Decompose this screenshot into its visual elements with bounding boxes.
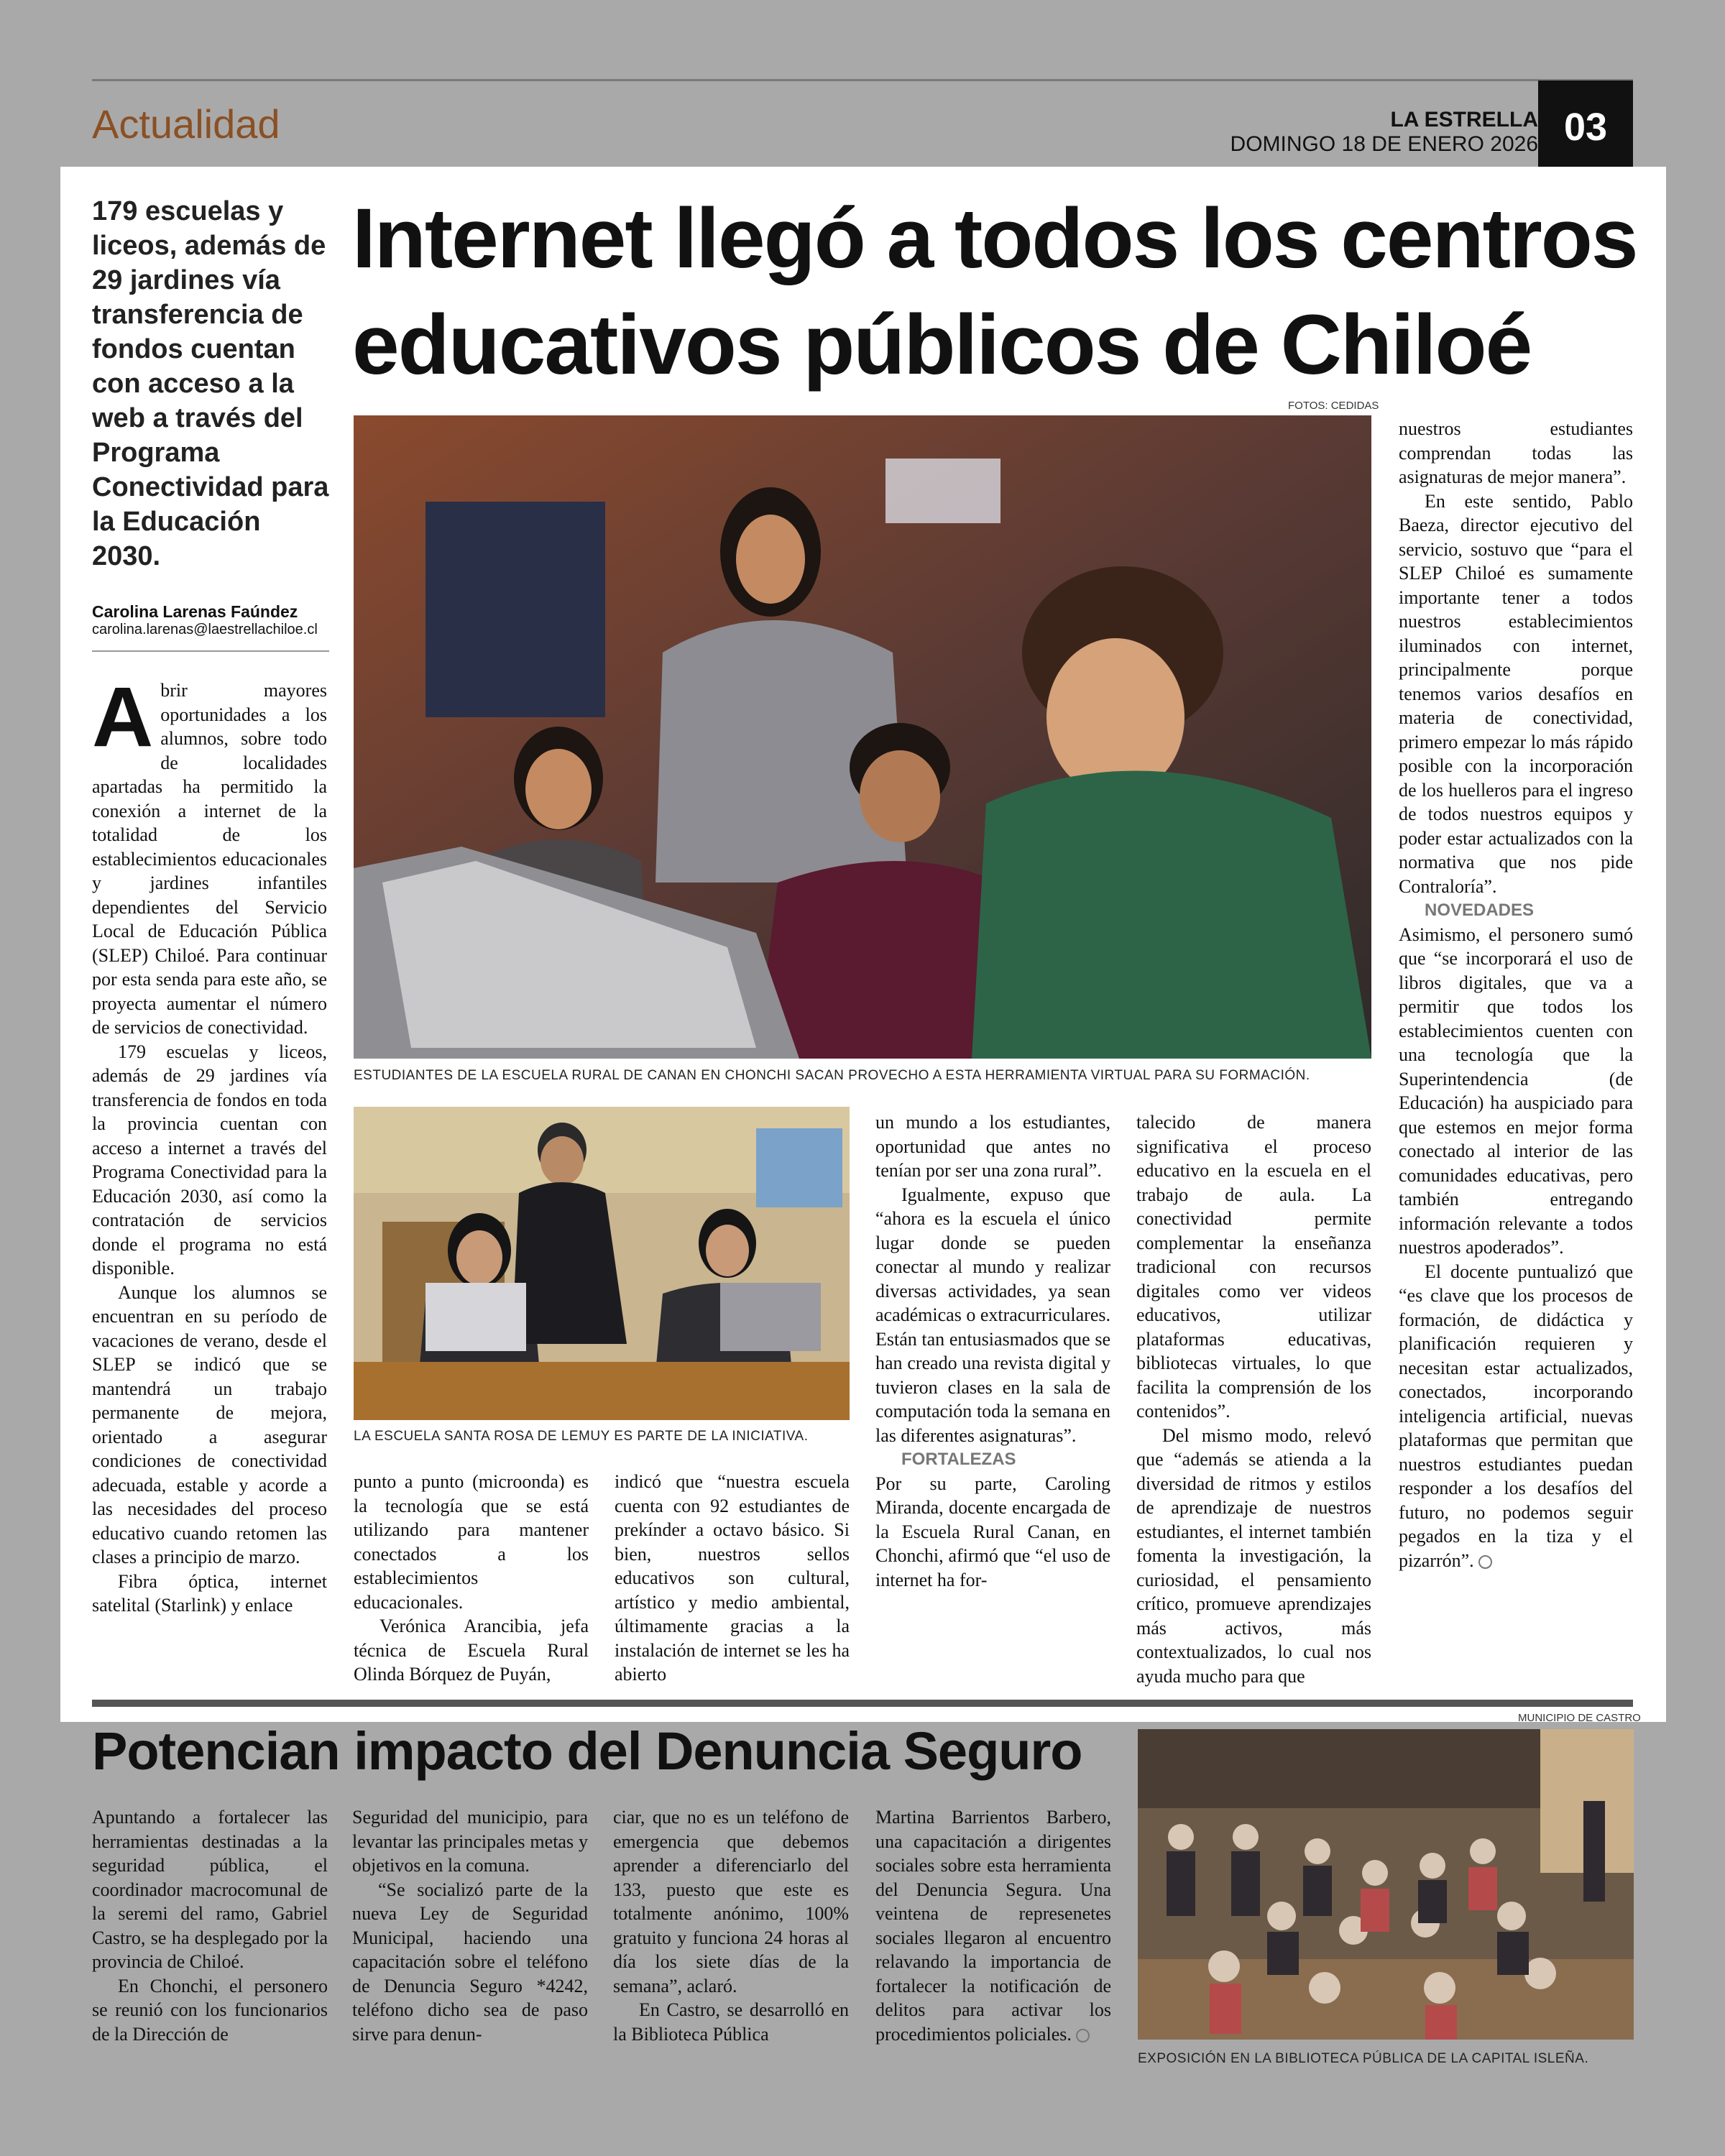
second-column-1	[92, 1805, 328, 2046]
article-headline: Internet llegó a todos los centros educativos públicos de Chiloé	[352, 191, 1637, 392]
photo-credit: FOTOS: CEDIDAS	[1288, 400, 1379, 412]
masthead	[1230, 108, 1538, 157]
paragraph: En Castro, se desarrolló en la Biblioteca Pública	[613, 1999, 849, 2045]
paragraph: talecido de manera significativa el proceso educativo en la escuela en el trabajo de aula. La conectividad permite complementar la enseñanza tradicional con recursos digitales como ver videos educativos, utilizar plataformas educativas, bibliotecas virtuales, lo que facilita la comprensión de los contenidos”.	[1136, 1112, 1371, 1422]
top-rule	[92, 79, 1633, 81]
paragraph: brir mayores oportunidades a los alumnos, sobre todo de localidades apartadas ha permitido la conexión a internet de la totalidad de los establecimientos educacionales y jardines infantiles dependientes del Servicio Local de Educación Pública (SLEP) Chiloé. Para continuar por esta senda para este año, se proyecta aumentar el número de servicios de conectividad.	[92, 680, 327, 1038]
drop-cap: A	[92, 670, 154, 765]
article-column-3	[615, 1470, 850, 1687]
main-photo-caption: ESTUDIANTES DE LA ESCUELA RURAL DE CANAN EN CHONCHI SACAN PROVECHO A ESTA HERRAMIENTA VIRTUAL PARA SU FORMACIÓN.	[354, 1068, 1310, 1083]
paragraph: Martina Barrientos Barbero, una capacitación a dirigentes sociales sobre esta herramienta del Denuncia Segura. Una veintena de represenetes sociales llegaron al encuentro relavando la importancia de fortalecer la notificación de delitos para activar los procedimientos policiales.	[875, 1807, 1111, 2045]
paragraph: Igualmente, expuso que “ahora es la escuela el único lugar donde se pueden conectar al mundo y realizar diversas actividades, ya sean académicas o extracurriculares. Están tan entusiasmados que se han creado una revista digital y tuvieron clases en la sala de computación toda la semana en las diferentes asignaturas”.	[875, 1184, 1110, 1446]
paragraph: Por su parte, Caroling Miranda, docente encargada de la Escuela Rural Canan, en Chonchi, afirmó que “el uso de internet ha for-	[875, 1473, 1110, 1590]
author-email: carolina.larenas@laestrellachiloe.cl	[92, 622, 318, 637]
end-mark-icon	[1478, 1555, 1492, 1569]
paragraph: punto a punto (microonda) es la tecnología que se está utilizando para mantener conectados a los establecimientos educacionales.	[354, 1471, 589, 1613]
paragraph: Aunque los alumnos se encuentran en su período de vacaciones de verano, desde el SLEP se indicó que se mantendrá un trabajo permanente de mejora, orientado a asegurar condiciones de conectividad adecuada, estable y acorde a las necesidades del proceso educativo cuando retomen las clases a principio de marzo.	[92, 1281, 327, 1567]
paragraph: Verónica Arancibia, jefa técnica de Escuela Rural Olinda Bórquez de Puyán,	[354, 1616, 589, 1685]
article-column-1	[92, 670, 327, 1618]
library-photo-caption: EXPOSICIÓN EN LA BIBLIOTECA PÚBLICA DE LA CAPITAL ISLEÑA.	[1138, 2051, 1589, 2066]
secondary-photo	[354, 1107, 850, 1420]
end-mark-icon	[1076, 2029, 1090, 2042]
second-photo-credit: MUNICIPIO DE CASTRO	[1518, 1712, 1641, 1724]
byline-divider	[92, 650, 329, 652]
paragraph: Apuntando a fortalecer las herramientas destinadas a la seguridad pública, el coordinador macrocomunal de la seremi del ramo, Gabriel Castro, se ha desplegado por la provincia de Chiloé.	[92, 1807, 328, 1972]
article-column-2	[354, 1470, 589, 1687]
second-column-2	[352, 1805, 588, 2046]
subhead-fortalezas: FORTALEZAS	[901, 1450, 1016, 1469]
library-photo	[1138, 1729, 1634, 2040]
article-column-4	[875, 1110, 1110, 1592]
issue-date: DOMINGO 18 DE ENERO 2026	[1230, 132, 1538, 156]
paragraph: Asimismo, el personero sumó que “se incorporará el uso de libros digitales, que va a permitir que todos los establecimientos cuenten con una tecnología que la Superintendencia (de Educación) ha auspiciado para que estemos en mejor forma conectado al interior de las comunidades educativas, pero también entregando información relevante a todos nuestros apoderados”.	[1399, 923, 1633, 1258]
page-number: 03	[1538, 80, 1633, 174]
second-column-3	[613, 1805, 849, 2046]
paragraph: El docente puntualizó que “es clave que los procesos de formación, de didáctica y planificación requieren y necesitan estar actualizados, conectados, incorporando inteligencia artificial, nuevas plataformas que permitan que nuestros estudiantes puedan responder a los desafíos del futuro, no podemos seguir pegados en la tiza y el pizarrón”.	[1399, 1261, 1633, 1571]
paragraph: 179 escuelas y liceos, además de 29 jardines vía transferencia de fondos en toda la provincia cuentan con acceso a internet a través del Programa Conectividad para la Educación 2030, así como la contratación de servicios donde el programa no está disponible.	[92, 1041, 327, 1279]
paragraph: Fibra óptica, internet satelital (Starlink) y enlace	[92, 1570, 327, 1616]
paragraph: Del mismo modo, relevó que “además se atienda a la diversidad de ritmos y estilos de aprendizaje de nuestros estudiantes, el internet también fomenta la investigación, la curiosidad, el pensamiento crítico, promueve aprendizajes más activos, más contextualizados, lo cual nos ayuda mucho para que	[1136, 1424, 1371, 1687]
paragraph: Seguridad del municipio, para levantar las principales metas y objetivos en la comuna.	[352, 1807, 588, 1876]
second-headline: Potencian impacto del Denuncia Seguro	[92, 1721, 1082, 1781]
main-photo	[354, 415, 1371, 1059]
article-column-5	[1136, 1110, 1371, 1688]
author-name: Carolina Larenas Faúndez	[92, 602, 298, 621]
byline	[92, 602, 336, 638]
paragraph: indicó que “nuestra escuela cuenta con 92 estudiantes de prekínder a octavo básico. Si bien, nuestros sellos educativos son cultural, artístico y medio ambiental, últimamente gracias a la instalación de internet se les ha abierto	[615, 1471, 850, 1685]
secondary-photo-caption: LA ESCUELA SANTA ROSA DE LEMUY ES PARTE DE LA INICIATIVA.	[354, 1429, 809, 1444]
paragraph: “Se socializó parte de la nueva Ley de Seguridad Municipal, haciendo una capacitación sobre el teléfono de Denuncia Seguro *4242, teléfono dicho sea de paso sirve para denun-	[352, 1879, 588, 2045]
subhead-novedades: NOVEDADES	[1425, 900, 1535, 920]
section-title: Actualidad	[92, 101, 280, 147]
paragraph: un mundo a los estudiantes, oportunidad que antes no tenían por ser una zona rural”.	[875, 1112, 1110, 1181]
article-column-6	[1399, 417, 1633, 1572]
paper-name: LA ESTRELLA	[1390, 108, 1538, 132]
article-separator	[92, 1700, 1633, 1707]
paragraph: En Chonchi, el personero se reunió con los funcionarios de la Dirección de	[92, 1975, 328, 2045]
paragraph: En este sentido, Pablo Baeza, director ejecutivo del servicio, sostuvo que “para el SLEP Chiloé es sumamente importante tener a todos nuestros establecimientos iluminados con internet, principalmente porque tenemos varios desafíos en materia de conectividad, primero empezar lo más rápido posible con la incorporación de los huelleros para el ingreso de todos nuestros equipos y poder estar actualizados con la normativa que nos pide Contraloría”.	[1399, 490, 1633, 897]
article-lede: 179 escuelas y liceos, además de 29 jardines vía transferencia de fondos cuentan con acceso a la web a través del Programa Conectividad para la Educación 2030.	[92, 196, 329, 571]
second-column-4	[875, 1805, 1111, 2046]
paragraph: nuestros estudiantes comprendan todas las asignaturas de mejor manera”.	[1399, 418, 1633, 487]
paragraph: ciar, que no es un teléfono de emergencia que debemos aprender a diferenciarlo del 133, puesto que este es totalmente anónimo, 100% gratuito y funciona 24 horas al día los siete días de la semana”, aclaró.	[613, 1807, 849, 1996]
